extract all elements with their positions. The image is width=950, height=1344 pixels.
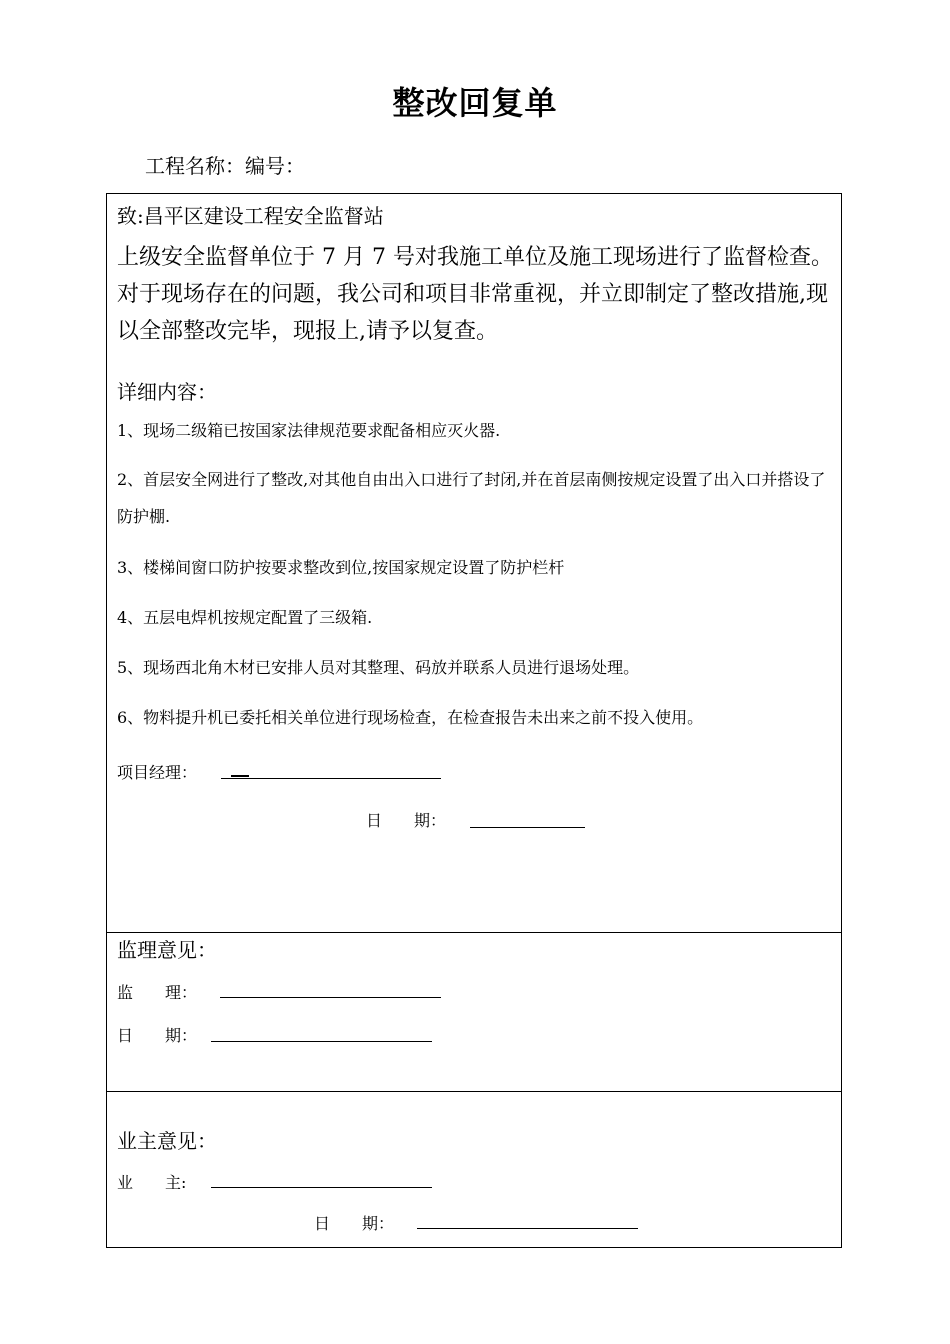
project-name-line: 工程名称：编号： <box>145 154 305 178</box>
detail-item-6: 6、物料提升机已委托相关单位进行现场检查，在检查报告未出来之前不投入使用。 <box>117 708 704 727</box>
manager-signature-line[interactable] <box>221 778 441 779</box>
supervision-date-line[interactable] <box>211 1041 432 1042</box>
details-label: 详细内容： <box>117 380 217 404</box>
page-title: 整改回复单 <box>392 84 558 122</box>
detail-item-1: 1、现场二级箱已按国家法律规范要求配备相应灭火器. <box>117 421 501 440</box>
detail-item-3: 3、楼梯间窗口防护按要求整改到位,按国家规定设置了防护栏杆 <box>117 558 565 577</box>
recipient-line: 致:昌平区建设工程安全监督站 <box>117 204 384 228</box>
manager-signature-mark <box>231 775 249 777</box>
intro-paragraph: 上级安全监督单位于 7 月 7 号对我施工单位及施工现场进行了监督检查。对于现场存在的问题，我公司和项目非常重视，并立即制定了整改措施,现以全部整改完毕，现报上,请予以复查。 <box>117 245 833 344</box>
form-frame <box>106 193 842 1248</box>
owner-date-label: 日 期： <box>314 1214 395 1233</box>
supervisor-signature-line[interactable] <box>220 997 441 998</box>
owner-label: 业 主: <box>117 1173 187 1192</box>
manager-label: 项目经理： <box>117 763 198 782</box>
detail-item-4: 4、五层电焊机按规定配置了三级箱. <box>117 608 373 627</box>
section-divider-supervision <box>107 932 841 933</box>
owner-signature-line[interactable] <box>211 1187 432 1188</box>
detail-item-2: 2、首层安全网进行了整改,对其他自由出入口进行了封闭,并在首层南侧按规定设置了出入口并搭设了防护棚. <box>117 470 826 526</box>
owner-heading: 业主意见： <box>117 1129 217 1153</box>
supervisor-label: 监 理： <box>117 983 198 1002</box>
section-divider-owner <box>107 1091 841 1092</box>
contractor-date-line[interactable] <box>470 827 585 828</box>
contractor-date-label: 日 期： <box>366 811 447 830</box>
owner-date-line[interactable] <box>417 1228 638 1229</box>
supervision-date-label: 日 期： <box>117 1026 198 1045</box>
supervision-heading: 监理意见： <box>117 938 217 962</box>
detail-item-5: 5、现场西北角木材已安排人员对其整理、码放并联系人员进行退场处理。 <box>117 658 640 677</box>
